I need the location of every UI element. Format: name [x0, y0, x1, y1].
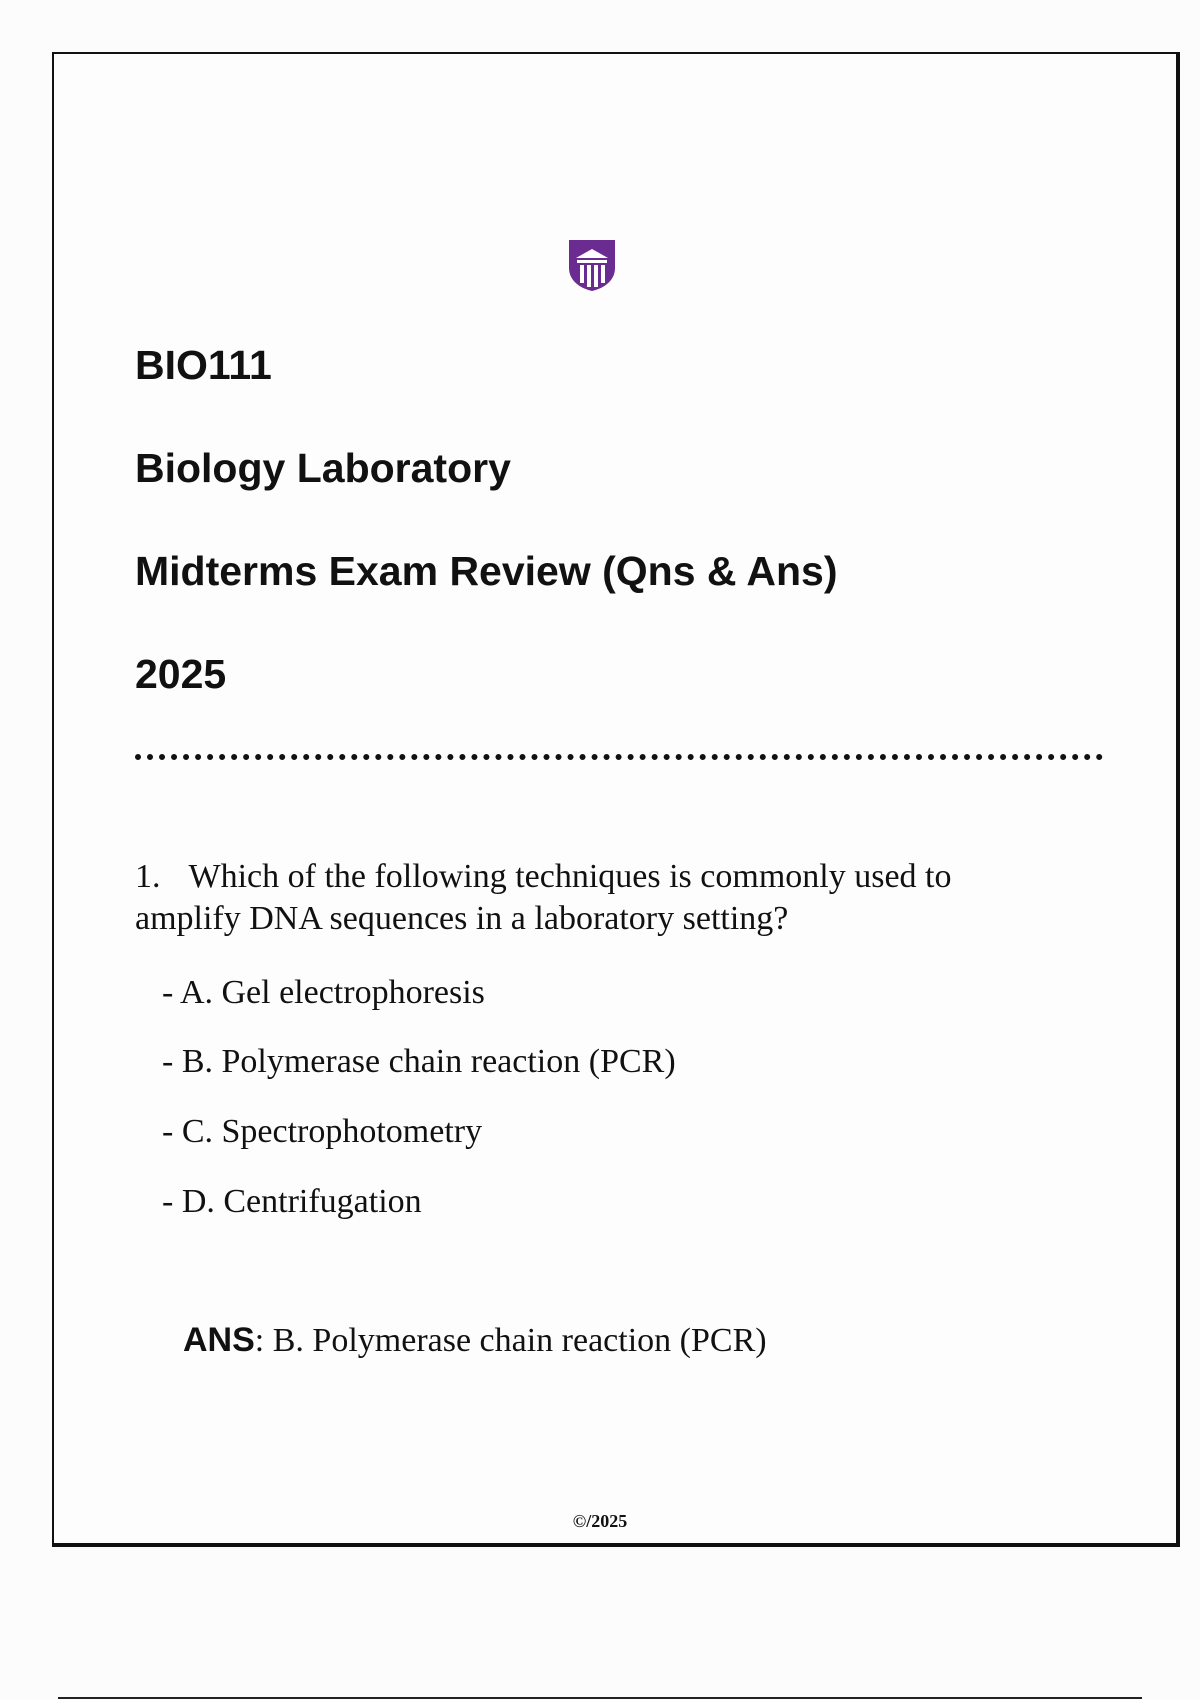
option-c: - C. Spectrophotometry	[162, 1113, 483, 1150]
answer	[183, 1323, 767, 1358]
document-year: 2025	[135, 651, 227, 697]
bottom-divider	[58, 1697, 1142, 1699]
option-b: - B. Polymerase chain reaction (PCR)	[162, 1043, 676, 1080]
option-d: - D. Centrifugation	[162, 1183, 422, 1220]
shield-columns-logo-icon	[567, 238, 617, 292]
document-title: Midterms Exam Review (Qns & Ans)	[135, 548, 838, 594]
dotted-divider	[135, 754, 1103, 760]
answer-text: : B. Polymerase chain reaction (PCR)	[254, 1322, 767, 1359]
option-a: - A. Gel electrophoresis	[162, 974, 485, 1011]
question-text: Which of the following techniques is commonly used to amplify DNA sequences in a laboratory setting?	[135, 858, 952, 937]
course-name: Biology Laboratory	[135, 445, 511, 491]
question-number: 1.	[135, 858, 161, 895]
copyright-footer: ©/2025	[572, 1511, 628, 1531]
answer-label: ANS	[183, 1321, 255, 1359]
course-code: BIO111	[135, 342, 272, 388]
question-1	[135, 856, 1055, 940]
